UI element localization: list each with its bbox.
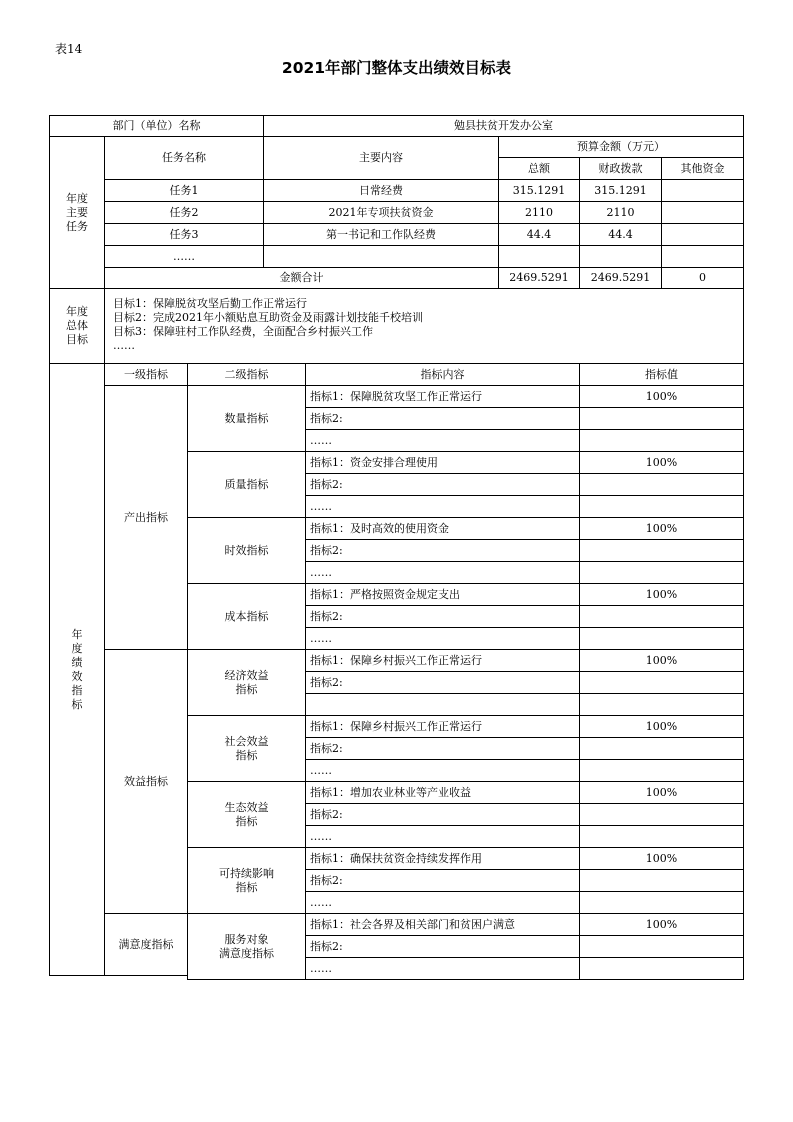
indicator-content-cell: 指标2:: [305, 737, 580, 760]
indicator-content-cell: [305, 693, 580, 716]
task-other-cell: [661, 179, 744, 202]
indicator-value-cell: [579, 473, 744, 496]
sum-other: 0: [661, 267, 744, 289]
goal-line-2: 目标2：完成2021年小额贴息互助资金及雨露计划技能千校培训: [113, 311, 423, 324]
budget-other-header: 其他资金: [661, 157, 744, 180]
budget-total-header: 总额: [498, 157, 580, 180]
task-other-cell: [661, 223, 744, 246]
indicator-content-cell: 指标1：增加农业林业等产业收益: [305, 781, 580, 804]
task-total-cell: 44.4: [498, 223, 580, 246]
task-name-cell: 任务2: [104, 201, 264, 224]
indicator-value-cell: [579, 429, 744, 452]
task-fiscal-cell: 44.4: [579, 223, 662, 246]
goals-box: [104, 288, 744, 364]
indicator-value-cell: [579, 495, 744, 518]
task-fiscal-cell: [579, 245, 662, 268]
indicator-value-cell: [579, 539, 744, 562]
indicator-value-cell: [579, 869, 744, 892]
indicator-content-cell: ……: [305, 759, 580, 782]
task-name-cell: 任务3: [104, 223, 264, 246]
tasks-section-label: 年度 主要 任务: [49, 136, 105, 289]
indicator-content-cell: 指标2:: [305, 605, 580, 628]
task-fiscal-cell: 2110: [579, 201, 662, 224]
task-total-cell: [498, 245, 580, 268]
indicator-content-cell: ……: [305, 429, 580, 452]
indicator-value-cell: 100%: [579, 583, 744, 606]
indicator-content-cell: 指标2:: [305, 539, 580, 562]
goal-line-3: 目标3：保障驻村工作队经费，全面配合乡村振兴工作: [113, 325, 373, 338]
level2-label: 时效指标: [187, 517, 306, 584]
level2-label: 质量指标: [187, 451, 306, 518]
indicator-value-cell: [579, 605, 744, 628]
level2-header: 二级指标: [187, 363, 306, 386]
task-fiscal-cell: 315.1291: [579, 179, 662, 202]
indicator-value-cell: [579, 957, 744, 980]
indicator-content-cell: 指标2:: [305, 671, 580, 694]
indicator-content-cell: 指标1：确保扶贫资金持续发挥作用: [305, 847, 580, 870]
indicator-content-cell: ……: [305, 627, 580, 650]
indicator-content-header: 指标内容: [305, 363, 580, 386]
indicators-section-label: 年 度 绩 效 指 标: [49, 363, 105, 976]
level2-label: 数量指标: [187, 385, 306, 452]
level1-benefit: 效益指标: [104, 649, 188, 914]
level1-satisfaction: 满意度指标: [104, 913, 188, 976]
level2-label: 社会效益 指标: [187, 715, 306, 782]
indicator-value-cell: [579, 407, 744, 430]
dept-name-value: 勉县扶贫开发办公室: [263, 115, 744, 137]
indicator-value-cell: [579, 627, 744, 650]
indicator-value-cell: [579, 693, 744, 716]
indicator-value-cell: [579, 561, 744, 584]
indicator-value-cell: [579, 671, 744, 694]
task-total-cell: 315.1291: [498, 179, 580, 202]
sum-label: 金额合计: [104, 267, 499, 289]
indicator-value-cell: [579, 759, 744, 782]
indicator-content-cell: 指标2:: [305, 869, 580, 892]
indicator-value-cell: [579, 803, 744, 826]
level2-label: 可持续影响 指标: [187, 847, 306, 914]
level2-label: 经济效益 指标: [187, 649, 306, 716]
indicator-value-cell: 100%: [579, 649, 744, 672]
indicator-content-cell: 指标1：保障脱贫攻坚工作正常运行: [305, 385, 580, 408]
indicator-value-cell: 100%: [579, 781, 744, 804]
level2-label: 服务对象 满意度指标: [187, 913, 306, 980]
indicator-value-cell: 100%: [579, 517, 744, 540]
indicator-content-cell: ……: [305, 825, 580, 848]
indicator-content-cell: 指标1：社会各界及相关部门和贫困户满意: [305, 913, 580, 936]
indicator-content-cell: 指标2:: [305, 407, 580, 430]
task-content-header: 主要内容: [263, 136, 499, 180]
indicator-value-cell: [579, 935, 744, 958]
budget-amount-header: 预算金额（万元）: [498, 136, 744, 158]
task-content-cell: 2021年专项扶贫资金: [263, 201, 499, 224]
level2-label: 生态效益 指标: [187, 781, 306, 848]
indicator-content-cell: 指标1：保障乡村振兴工作正常运行: [305, 649, 580, 672]
task-content-cell: [263, 245, 499, 268]
indicator-content-cell: 指标2:: [305, 935, 580, 958]
indicator-value-cell: 100%: [579, 847, 744, 870]
indicator-content-cell: 指标1：资金安排合理使用: [305, 451, 580, 474]
task-name-header: 任务名称: [104, 136, 264, 180]
task-other-cell: [661, 245, 744, 268]
task-name-cell: ……: [104, 245, 264, 268]
task-content-cell: 日常经费: [263, 179, 499, 202]
sum-fiscal: 2469.5291: [579, 267, 662, 289]
indicator-content-cell: ……: [305, 891, 580, 914]
indicator-value-cell: [579, 825, 744, 848]
indicator-content-cell: 指标1：严格按照资金规定支出: [305, 583, 580, 606]
goal-line-4: ……: [113, 339, 135, 352]
indicator-content-cell: 指标2:: [305, 473, 580, 496]
indicator-content-cell: ……: [305, 561, 580, 584]
indicator-content-cell: 指标2:: [305, 803, 580, 826]
indicator-value-cell: 100%: [579, 385, 744, 408]
level1-output: 产出指标: [104, 385, 188, 650]
page-title: 2021年部门整体支出绩效目标表: [281, 59, 512, 77]
indicator-value-cell: 100%: [579, 451, 744, 474]
goals-section-label: 年度 总体 目标: [49, 288, 105, 364]
table-number: 表14: [55, 42, 83, 56]
task-content-cell: 第一书记和工作队经费: [263, 223, 499, 246]
indicator-content-cell: ……: [305, 957, 580, 980]
task-name-cell: 任务1: [104, 179, 264, 202]
indicator-content-cell: 指标1：及时高效的使用资金: [305, 517, 580, 540]
goal-line-1: 目标1：保障脱贫攻坚后勤工作正常运行: [113, 297, 307, 310]
indicator-value-cell: [579, 737, 744, 760]
indicator-value-cell: 100%: [579, 913, 744, 936]
sum-total: 2469.5291: [498, 267, 580, 289]
indicator-value-cell: [579, 891, 744, 914]
budget-fiscal-header: 财政拨款: [579, 157, 662, 180]
indicator-content-cell: 指标1：保障乡村振兴工作正常运行: [305, 715, 580, 738]
indicator-content-cell: ……: [305, 495, 580, 518]
dept-name-label: 部门（单位）名称: [49, 115, 264, 137]
level2-label: 成本指标: [187, 583, 306, 650]
task-other-cell: [661, 201, 744, 224]
indicator-value-cell: 100%: [579, 715, 744, 738]
level1-header: 一级指标: [104, 363, 188, 386]
task-total-cell: 2110: [498, 201, 580, 224]
indicator-value-header: 指标值: [579, 363, 744, 386]
